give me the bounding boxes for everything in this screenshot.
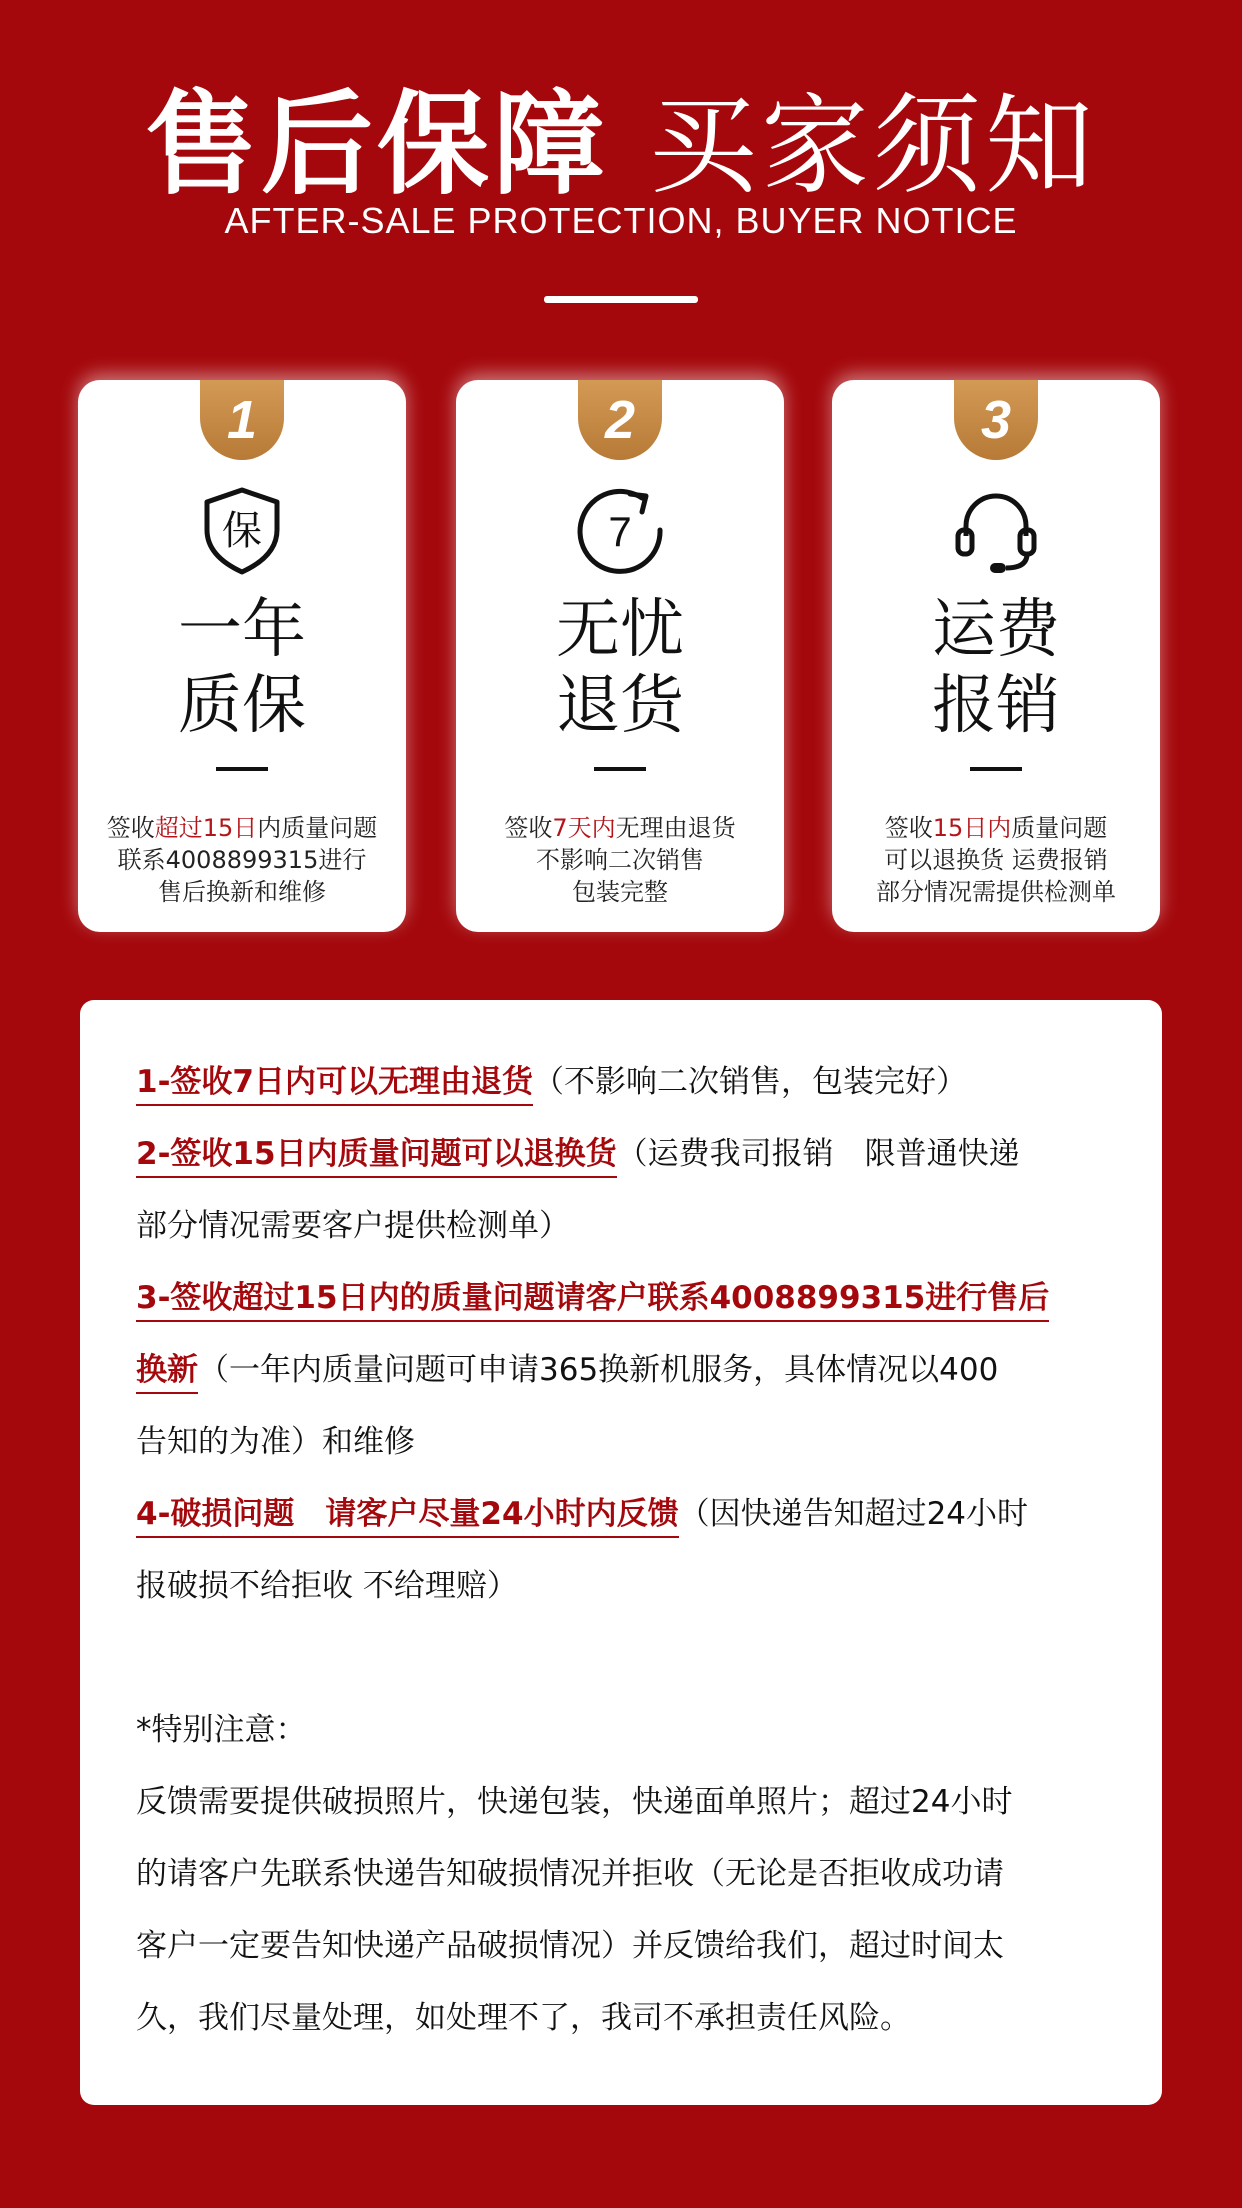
page-subtitle: AFTER-SALE PROTECTION, BUYER NOTICE	[224, 200, 1018, 241]
special-line: 反馈需要提供破损照片，快递包装，快递面单照片；超过24小时	[136, 1784, 1013, 1820]
notice-item-text: （不影响二次销售，包装完好）	[533, 1064, 968, 1100]
card-return	[456, 380, 784, 932]
notice-item-2-cont: 部分情况需要客户提供检测单）	[136, 1208, 570, 1244]
notice-item-red: 3-签收超过15日内的质量问题请客户联系4008899315进行售后	[136, 1280, 1049, 1322]
card-desc-highlight: 超过15日	[154, 814, 258, 842]
card-title-line: 退货	[556, 669, 684, 743]
notice-item-2	[136, 1118, 1120, 1190]
notice-panel	[80, 1000, 1162, 2105]
title-light: 买家须知	[648, 84, 1097, 209]
card-title-line: 无忧	[556, 593, 684, 667]
special-line: 的请客户先联系快递告知破损情况并拒收（无论是否拒收成功请	[136, 1856, 1004, 1892]
card-dash	[970, 767, 1022, 771]
title-bold: 售后保障	[144, 80, 609, 210]
notice-item-red: 2-签收15日内质量问题可以退换货	[136, 1136, 617, 1178]
badge-number: 1	[200, 380, 284, 460]
card-desc-line: 联系4008899315进行	[117, 846, 367, 874]
special-title: *特别注意：	[136, 1712, 307, 1748]
spacer	[136, 1622, 1120, 1694]
notice-item-3-end: 告知的为准）和维修	[136, 1424, 415, 1460]
card-title-line: 一年	[178, 593, 306, 667]
card-desc-highlight: 15日内	[932, 814, 1012, 842]
card-dash	[594, 767, 646, 771]
card-description	[78, 812, 406, 908]
card-warranty	[78, 380, 406, 932]
special-line: 客户一定要告知快递产品破损情况）并反馈给我们，超过时间太	[136, 1928, 1004, 1964]
card-desc-line: 部分情况需提供检测单	[876, 878, 1116, 906]
card-title	[78, 592, 406, 744]
card-desc-highlight: 7天内	[552, 814, 616, 842]
notice-item-3-cont	[136, 1334, 1120, 1406]
card-shipping	[832, 380, 1160, 932]
svg-text:保: 保	[222, 508, 262, 554]
notice-item-text: （运费我司报销 限普通快递	[616, 1136, 1020, 1172]
notice-item-red: 换新	[136, 1352, 198, 1394]
notice-item-1	[136, 1046, 1120, 1118]
card-desc-line: 签收15日内质量问题	[884, 814, 1108, 842]
card-description	[456, 812, 784, 908]
notice-content	[136, 1046, 1120, 2054]
card-desc-line: 可以退换货 运费报销	[884, 846, 1108, 874]
card-desc-line: 售后换新和维修	[158, 878, 326, 906]
card-title	[456, 592, 784, 744]
page-title	[0, 55, 1242, 216]
card-dash	[216, 767, 268, 771]
card-desc-line: 不影响二次销售	[536, 846, 704, 874]
headset-icon	[946, 480, 1046, 580]
notice-item-3	[136, 1262, 1120, 1334]
card-title-line: 质保	[178, 669, 306, 743]
notice-item-4-cont: 报破损不给拒收 不给理赔）	[136, 1568, 518, 1604]
special-line: 久，我们尽量处理，如处理不了，我司不承担责任风险。	[136, 2000, 911, 2036]
shield-bao-icon	[192, 480, 292, 580]
card-desc-line: 签收超过15日内质量问题	[106, 814, 378, 842]
card-desc-line: 签收7天内无理由退货	[504, 814, 736, 842]
notice-item-4	[136, 1478, 1120, 1550]
badge-number: 3	[954, 380, 1038, 460]
card-desc-line: 包装完整	[572, 878, 668, 906]
card-title	[832, 592, 1160, 744]
card-description	[832, 812, 1160, 908]
card-title-line: 运费	[932, 593, 1060, 667]
title-divider	[544, 296, 698, 303]
badge-number: 2	[578, 380, 662, 460]
notice-item-text: （因快递告知超过24小时	[678, 1496, 1029, 1532]
notice-item-red: 4-破损问题 请客户尽量24小时内反馈	[136, 1496, 679, 1538]
seven-day-return-icon	[570, 480, 670, 580]
svg-text:7: 7	[608, 508, 632, 555]
notice-item-red: 1-签收7日内可以无理由退货	[136, 1064, 533, 1106]
card-title-line: 报销	[932, 669, 1060, 743]
notice-item-text: （一年内质量问题可申请365换新机服务，具体情况以400	[198, 1352, 999, 1388]
